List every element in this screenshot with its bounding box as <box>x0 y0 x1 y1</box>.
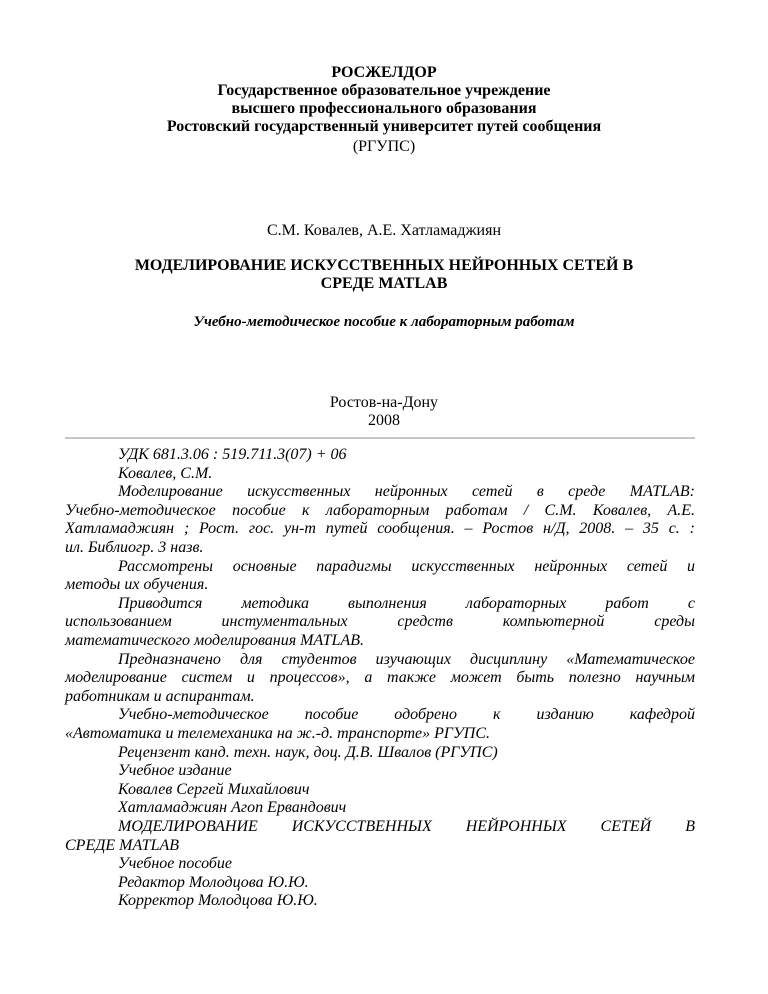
word: С.М. <box>544 501 577 519</box>
corrector-line: Корректор Молодцова Ю.Ю. <box>118 892 318 910</box>
publisher-org: РОСЖЕЛДОР <box>331 64 437 81</box>
word: может <box>450 669 502 687</box>
word: изучающих <box>375 650 451 668</box>
word: ун-т <box>283 520 316 538</box>
word: а <box>364 669 373 687</box>
word: лабораторным <box>325 501 430 519</box>
audience-line: работникам и аспирантам. <box>65 687 255 705</box>
word: пособие <box>304 706 359 724</box>
word: для <box>239 650 263 668</box>
word: сетей <box>626 557 668 575</box>
word: процессов», <box>269 669 350 687</box>
word: сетей <box>472 483 513 501</box>
word: использованием <box>65 613 172 631</box>
word: к <box>493 706 501 724</box>
word: нейронных <box>534 557 608 575</box>
authors: С.М. Ковалев, А.Е. Хатламаджиян <box>266 222 502 239</box>
word: дисциплину <box>469 650 548 668</box>
institution-line: Ростовский государственный университет путей сообщения <box>166 118 602 135</box>
word: Рост. <box>198 520 240 538</box>
word: Приводится <box>118 594 203 612</box>
bibliographic-line <box>118 483 695 501</box>
word: н/Д, <box>542 520 570 538</box>
word: средств <box>397 613 453 631</box>
word: компьютерной <box>502 613 605 631</box>
word: выполнения <box>348 594 427 612</box>
edition-type: Учебное издание <box>118 762 232 780</box>
word: среды <box>654 613 695 631</box>
word: полезно <box>568 669 621 687</box>
word: быть <box>516 669 555 687</box>
author-entry: Ковалев, С.М. <box>118 464 213 482</box>
publication-city: Ростов-на-Дону <box>329 394 439 411</box>
word: MATLAB: <box>629 483 695 501</box>
audience-line <box>65 669 695 687</box>
abstract-line: математического моделирования MATLAB. <box>65 632 365 649</box>
word: ИСКУССТВЕННЫХ <box>291 818 432 835</box>
word: гос. <box>248 520 275 538</box>
word: Ростов <box>482 520 534 538</box>
word: / <box>523 501 529 519</box>
word: к <box>302 501 310 519</box>
approval-line: «Автоматика и телемеханика на ж.-д. транспорте» РГУПС. <box>65 725 491 742</box>
word: лабораторных <box>465 594 567 612</box>
word: НЕЙРОННЫХ <box>465 818 567 835</box>
author-full-name: Ковалев Сергей Михайлович <box>118 780 310 798</box>
word: кафедрой <box>629 706 695 724</box>
word: ; <box>183 520 190 538</box>
word: работам <box>445 501 508 519</box>
page-separator <box>65 437 695 439</box>
book-title-line: СРЕДЕ MATLAB <box>320 275 448 292</box>
word: систем <box>181 669 233 687</box>
word: сообщения. <box>377 520 455 538</box>
abstract-line <box>65 613 695 631</box>
word: в <box>536 483 544 501</box>
word: основные <box>232 557 297 575</box>
word: методика <box>241 594 309 612</box>
word: 35 <box>642 520 659 538</box>
author-full-name: Хатламаджиян Агоп Ервандович <box>118 799 347 817</box>
word: В <box>685 818 695 835</box>
word: Рассмотрены <box>118 557 214 575</box>
colophon-title-line: СРЕДЕ MATLAB <box>65 836 180 854</box>
publication-year: 2008 <box>368 412 400 429</box>
word: изданию <box>536 706 594 724</box>
word: с <box>687 594 695 612</box>
word: пособие <box>232 501 286 519</box>
word: Моделирование <box>118 483 223 501</box>
word: нейронных <box>374 483 448 501</box>
word: и <box>246 669 255 687</box>
word: 2008. <box>579 520 616 538</box>
editor-line: Редактор Молодцова Ю.Ю. <box>118 873 309 891</box>
word: Хатламаджиян <box>65 520 175 538</box>
book-subtitle: Учебно-методическое пособие к лабораторным работам <box>193 314 575 330</box>
colophon-title-line <box>118 818 695 836</box>
word: МОДЕЛИРОВАНИЕ <box>118 818 258 835</box>
word: работ <box>605 594 649 612</box>
word: инстументальных <box>221 613 348 631</box>
word: научным <box>635 669 695 687</box>
audience-line <box>118 651 695 669</box>
word: парадигмы <box>316 557 392 575</box>
word: моделирование <box>65 669 167 687</box>
word: искусственных <box>247 483 351 501</box>
word: искусственных <box>411 557 515 575</box>
word: Ковалев, <box>592 501 652 519</box>
bibliographic-line <box>65 520 695 538</box>
word: путей <box>325 520 368 538</box>
word: Учебно-методическое <box>65 501 216 519</box>
udk-code: УДК 681.3.06 : 519.711.3(07) + 06 <box>118 446 347 463</box>
institution-line: высшего профессионального образования <box>231 100 537 117</box>
word: также <box>387 669 437 687</box>
word: одобрено <box>394 706 458 724</box>
publication-type: Учебное пособие <box>118 855 233 873</box>
word: – <box>464 520 473 538</box>
word: «Математическое <box>566 650 695 668</box>
word: Предназначено <box>118 650 221 668</box>
word: А.Е. <box>667 501 695 519</box>
word: Учебно-методическое <box>118 706 269 724</box>
word: – <box>625 520 634 538</box>
reviewer-line: Рецензент канд. техн. наук, доц. Д.В. Швалов (РГУПС) <box>118 743 498 761</box>
book-title-line: МОДЕЛИРОВАНИЕ ИСКУССТВЕННЫХ НЕЙРОННЫХ СЕТЕЙ В <box>134 257 634 274</box>
abstract-line: методы их обучения. <box>65 576 209 594</box>
abstract-line <box>118 558 695 576</box>
word: среде <box>568 483 606 501</box>
word: студентов <box>281 650 357 668</box>
word: с. <box>668 520 680 538</box>
approval-line <box>118 706 695 724</box>
abstract-line <box>118 595 695 613</box>
word: : <box>689 520 695 538</box>
word: СЕТЕЙ <box>600 818 652 835</box>
bibliographic-line <box>65 502 695 520</box>
institution-line: Государственное образовательное учреждение <box>217 82 551 99</box>
bibliographic-line: ил. Библиогр. 3 назв. <box>65 539 204 556</box>
word: и <box>687 557 695 575</box>
institution-abbreviation: (РГУПС) <box>352 138 416 155</box>
